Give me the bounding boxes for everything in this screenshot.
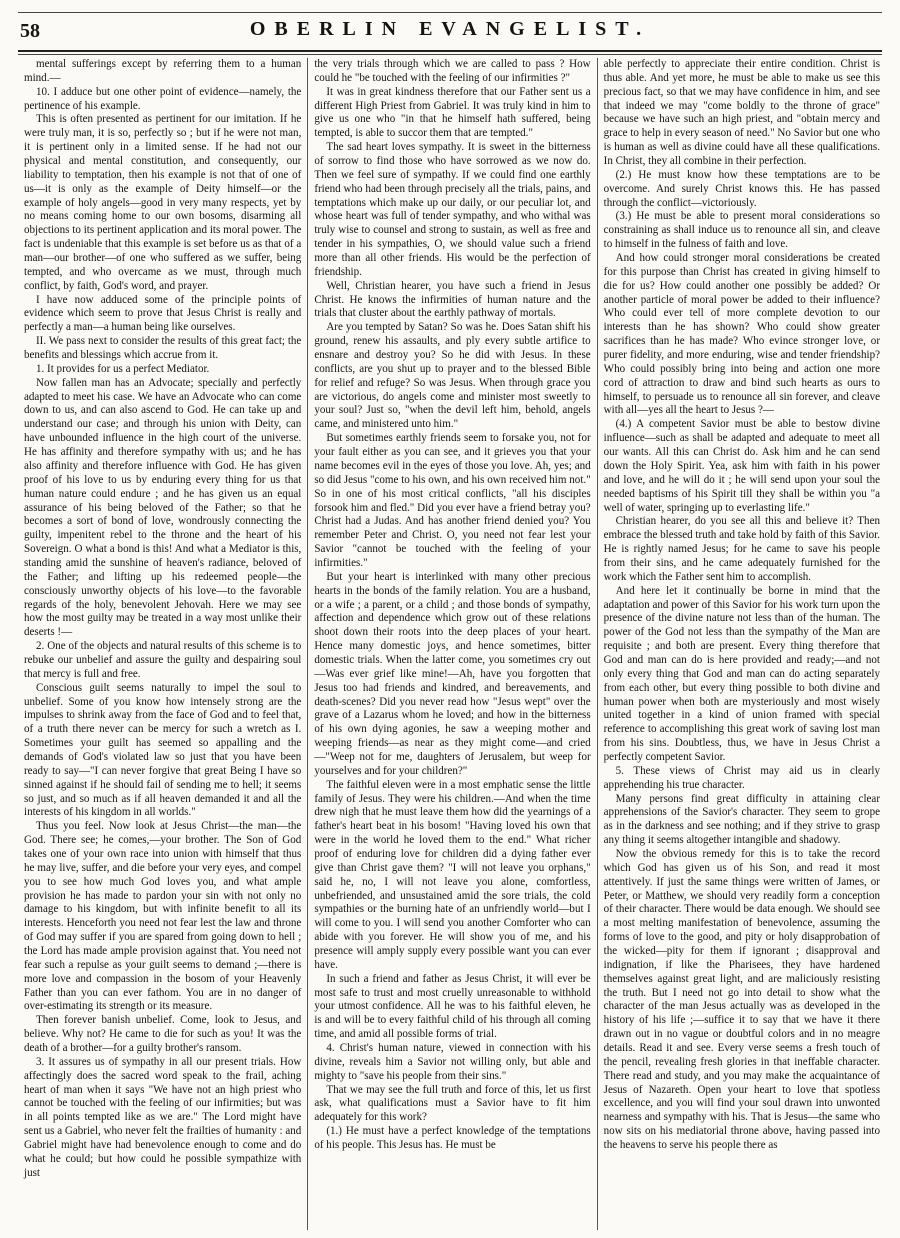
paragraph: (3.) He must be able to present moral considerations so constraining as shall induce us to renounce all sin, and cleave to himself in the fulness of faith and love. (603, 210, 880, 251)
paragraph: Conscious guilt seems naturally to impel the soul to unbelief. Some of you know how intensely strong are the impulses to shrink away from the face of God and to feel that, of a truth there never can be mercy for such a wretch as I. Sometimes your guilt has seemed so appalling and the demands of God's violated law so just that you have been ready to say—"I can never forgive that great Being I have so sinned against if he should fail of sending me to hell; it seems so just, and so much as if all heaven demanded it and all the interests of his kingdom in all worlds." (24, 681, 302, 819)
column-2 (307, 58, 596, 1230)
paragraph: able perfectly to appreciate their entire condition. Christ is thus able. And yet more, he must be able to make us see this precious fact, so that we may have confidence in him, and see that indeed we may "come boldly to the throne of grace" because we have such an high priest, and "obtain mercy and grace to help in every season of need." No Savior but one who is human as well as divine could have all these qualifications. In Christ, they all combine in their perfection. (603, 58, 880, 168)
paragraph: But sometimes earthly friends seem to forsake you, not for your fault either as you can see, and it grieves you that your name becomes evil in the eyes of those you love. Ah, yes; and so did Jesus "come to his own, and his own received him not." So in one of his most critical conflicts, "all his disciples forsook him and fled." Did you ever have a friend betray you? Christ had a Judas. And has another friend denied you? You remember Peter and Christ. O, you need not fear lest your Savior "cannot be touched with the feeling of your infirmities." (314, 432, 591, 569)
page-number: 58 (20, 20, 40, 42)
paragraph: This is often presented as pertinent for our imitation. If he were truly man, it is so, perfectly so ; but if he were not man, it is pertinent only in a limited sense. If he had not our physical and mental constitution, and consequently, our liability to temptation, then his example is not that of one of us—it is only as the example of Deity himself—or the example of holy angels—good in very many respects, yet by no means coming home to our own bosoms, disarming all objections to its pertinent application and its moral power. The fact is undeniable that this example is set before us as that of a man—our brother—of one who suffered as we suffer, being tempted, and who overcame as we must, through much conflict, by faith, God's word, and prayer. (24, 113, 302, 292)
paragraph: Now the obvious remedy for this is to take the record which God has given us of his Son, and read it most attentively. If just the same things were written of James, or Peter, or Matthew, we should very readily form a conception of their character. There would be data enough. We should see a most melting manifestation of benevolence, assuming the forms of love to the good, and pity or holy disapprobation of the wicked—pity for them if ignorant ; disapproval and indignation, if like the Pharisees, they have hardened themselves against great light, and are maliciously resisting the truth. But I need not go into detail to show what the character of the man Jesus actually was as developed in the history of his life ;—suffice it to say that we have it there drawn out in no vague or doubtful colors and in no meagre details. Read it and see. Every verse seems a fresh touch of the pencil, revealing fresh glories in that ineffable character. There read and study, and you may make the acquaintance of Jesus of Nazareth. Open your heart to love that spotless excellence, and you will find your soul drawn into unwonted nearness and sympathy with his. That is Jesus—the same who now sits on his mediatorial throne above, having passed into the heavens to serve his people there as (603, 847, 880, 1152)
paragraph: the very trials through which we are called to pass ? How could he "be touched with the feeling of our infirmities ?" (314, 58, 591, 84)
paragraph: 2. One of the objects and natural results of this scheme is to rebuke our unbelief and assure the guilty and despairing soul that mercy is full and free. (24, 640, 302, 680)
column-3 (597, 58, 886, 1230)
column-1 (18, 58, 307, 1230)
paragraph: 3. It assures us of sympathy in all our present trials. How affectingly does the sacred word speak to the frail, aching heart of man when it says "We have not an high priest who cannot be touched with the feeling of our infirmities; but was in all points tempted like as we are." The Lord might have sent us a Gabriel, who never felt the frailties of humanity : and Gabriel might have had benevolence enough to come and do what he could; but how could he possible sympathize with just (24, 1055, 302, 1179)
paragraph: 1. It provides for us a perfect Mediator. (36, 362, 210, 375)
header-rule (18, 50, 882, 52)
paragraph: I have now adduced some of the principle points of evidence which seem to prove that Jesus Christ is really and perfectly a man—a human being like ourselves. (24, 293, 302, 334)
paragraph: Many persons find great difficulty in attaining clear apprehensions of the Savior's character. They seem to grope as in the darkness and see nothing; and if they strive to grasp any thing it seems altogether intangible and shadowy. (603, 792, 880, 847)
paragraph: It was in great kindness therefore that our Father sent us a different High Priest from Gabriel. It was truly kind in him to give us one who "in that he himself hath suffered, being tempted, is able to succor them that are tempted." (314, 85, 591, 140)
header-rule-thin (18, 54, 882, 55)
paragraph: Now fallen man has an Advocate; specially and perfectly adapted to meet his case. We have an Advocate who can come down to us, and can also ascend to God. He can take up and understand our case; and through his union with Deity, can have unbounded influence in the high court of the universe. He has affinity and therefore sympathy with us; and he has also affinity and therefore influence with God. He has given proof of his love to us by enduring every thing for us that human nature could endure ; and he has given us an equal assurance of his being beloved of the Father; so that he becomes a sort of bond of love, wondrously connecting the guilty, impenitent rebel to the throne and the heart of his Sovereign. O what a bond is this! And what a Mediator is this, standing amid the sunshine of heaven's radiance, beloved of the Father; and lifting up his redeemed people—the consciously unworthy objects of his love—to the favorable regards of the holy, benevolent Jehovah. Here we may see how the most guilty may be treated in a way most unlike their deserts !— (24, 376, 302, 639)
paragraph: That we may see the full truth and force of this, let us first ask, what qualifications must a Savior have to fit him adequately for this work? (314, 1083, 591, 1124)
paragraph: 4. Christ's human nature, viewed in connection with his divine, reveals him a Savior not willing only, but able and mighty to "save his people from their sins." (314, 1042, 591, 1082)
publication-title: OBERLIN EVANGELIST. (249, 18, 651, 40)
paragraph: Thus you feel. Now look at Jesus Christ—the man—the God. There see; he comes,—your brother. The Son of God takes one of your own race into union with himself that thus he may live, suffer, and die before your very eyes, and compel you to see how much God loves you, and what ample provision he has made to pardon your sin with not only no damage to his kingdom, but with infinite benefit to all its interests. Henceforth you need not fear lest the law and throne of God may suffer if you are spared from going down to hell ; the Lord has made ample provision against that. You need not fear such a repulse as your guilt seems to demand ;—there is more love and compassion in the bosom of your Heavenly Father than you can ever fathom. You are in no danger of over-estimating its strength or its measure. (24, 820, 302, 1013)
paragraph: Are you tempted by Satan? So was he. Does Satan shift his ground, renew his assaults, and ply every subtle artifice to ensnare and destroy you? So he did with Jesus. In these conflicts, are you shut up to prayer and to the blessed Bible for relief and refuge? So was Jesus. When through grace you are victorious, do angels come and minister most sweetly to your soul? Just so, "when the devil left him, behold, angels came, and ministered unto him." (314, 321, 591, 431)
paragraph: (1.) He must have a perfect knowledge of the temptations of his people. This Jesus has. He must be (314, 1125, 591, 1152)
paragraph: And how could stronger moral considerations be created for this purpose than Christ has created in giving himself to die for us? How could another one possibly be added? Or another particle of moral power be added to their influence? Who could ever tell of more complete devotion to our interests than he has shown? Who could show greater sacrifices than he has made? Who evince stronger love, or purer fidelity, and more enduring, wise and tender friendship? Who could possibly bring into being and action one more cord of attraction to draw and bind such hearts as ours to himself, to persuade us to renounce all sin forever, and cleave with all—yes all the heart to Jesus ?— (603, 252, 880, 417)
paragraph: (2.) He must know how these temptations are to be overcome. And surely Christ knows this. He has passed through the conflict—victoriously. (603, 168, 880, 209)
paragraph: In such a friend and father as Jesus Christ, it will ever be most safe to trust and most cruelly unreasonable to withhold your utmost confidence. All he was to his faithful eleven, he is and will be to every faithful child of his through all coming time, and amid all possible forms of trial. (314, 972, 591, 1041)
paragraph: (4.) A competent Savior must be able to bestow divine influence—such as shall be adapted and adequate to meet all our wants. All this can Christ do. Ask him and he can send down the Holy Spirit. Yea, ask him with faith in his power and love, and he will do it ; he will send upon your soul the needed baptisms of his Spirit till they shall be within you "a well of water, springing up to everlasting life." (603, 418, 880, 514)
paragraph: Then forever banish unbelief. Come, look to Jesus, and believe. Why not? He came to die for such as you! It was the death of a brother—for a guilty brother's ransom. (24, 1014, 302, 1055)
paragraph: 5. These views of Christ may aid us in clearly apprehending his true character. (603, 764, 880, 791)
paragraph: mental sufferings except by referring them to a human mind.— (24, 58, 302, 84)
paragraph: But your heart is interlinked with many other precious hearts in the bonds of the family relation. You are a husband, or a wife ; a parent, or a child ; and those bonds of sympathy, affection and dependence which grow out of these relations shoot down their roots into the deep places of your heart. Hence many domestic joys, and hence sometimes, bitter domestic trials. When the latter come, you sometimes cry out—Was ever grief like mine!—Ah, have you forgotten that Jesus too had friends and kindred, and bereavements, and death-scenes? Did you never read how "Jesus wept" over the grave of a Lazarus whom he loved; and how in the bitterness of his own dying agonies, he saw a weeping mother and weeping friends—as near as they might come—and cried—"Weep not for me, daughters of Jerusalem, but weep for yourselves and for your children?" (314, 570, 591, 777)
paragraph: The sad heart loves sympathy. It is sweet in the bitterness of sorrow to find those who have sorrowed as we now do. Then we feel sure of sympathy. If we could find one earthly friend who had been through precisely all the trials, pains, and temptations which make up our daily, or our peculiar lot, and whose heart was full of tender sympathy, and who withal was truly wise to counsel and strong to sustain, as well as free and tender in his sympathies, O, we should value such a friend more than all other friends. His would be the perfection of friendship. (314, 141, 591, 278)
text-columns (18, 58, 886, 1230)
top-rule (18, 12, 882, 13)
paragraph: 10. I adduce but one other point of evidence—namely, the pertinence of his example. (24, 85, 302, 112)
paragraph: And here let it continually be borne in mind that the adaptation and power of this Savior for his work turn upon the presence of the divine nature not less than of the human. The power of the God not less than the sympathy of the Man are requisite ; and both are present. Every thing therefore that God and man can do is here provided and ready;—and not only every thing that God and man can do acting separately from each other, but every thing possible to both divine and human power when both are mysteriously and most wisely united together in a kind of union framed with special reference to accomplishing this great work of saving lost man from his sins. Doubtless, thus, we have in Jesus Christ a perfectly competent Savior. (603, 584, 880, 763)
paragraph: Well, Christian hearer, you have such a friend in Jesus Christ. He knows the infirmities of human nature and the trials that cluster about the earthly pathway of mortals. (314, 279, 591, 320)
paragraph: Christian hearer, do you see all this and believe it? Then embrace the blessed truth and take hold by faith of this Savior. He is rightly named Jesus; for he came to save his people from their sins, and he came adequately furnished for the work which the Father sent him to accomplish. (603, 515, 880, 583)
paragraph: The faithful eleven were in a most emphatic sense the little family of Jesus. They were his children.—And when the time drew nigh that he must leave them how did the yearnings of a father's heart beat in his bosom! "Having loved his own that were in the world he loved them to the end." What richer proof of enduring love for children did a dying father ever give than Christ gave them? "I will not leave you orphans," said he, no, I will not leave you alone, comfortless, unbefriended, and unsustained amid the sore trials, the cold sympathies or the burning hate of an unfriendly world—but I will come to you. I will send you another Comforter who can abide with you forever. He will show you of me, and his presence will amply supply every possible want you can ever have. (314, 778, 591, 971)
masthead (18, 16, 882, 46)
paragraph: II. We pass next to consider the results of this great fact; the benefits and blessings which accrue from it. (24, 335, 302, 362)
